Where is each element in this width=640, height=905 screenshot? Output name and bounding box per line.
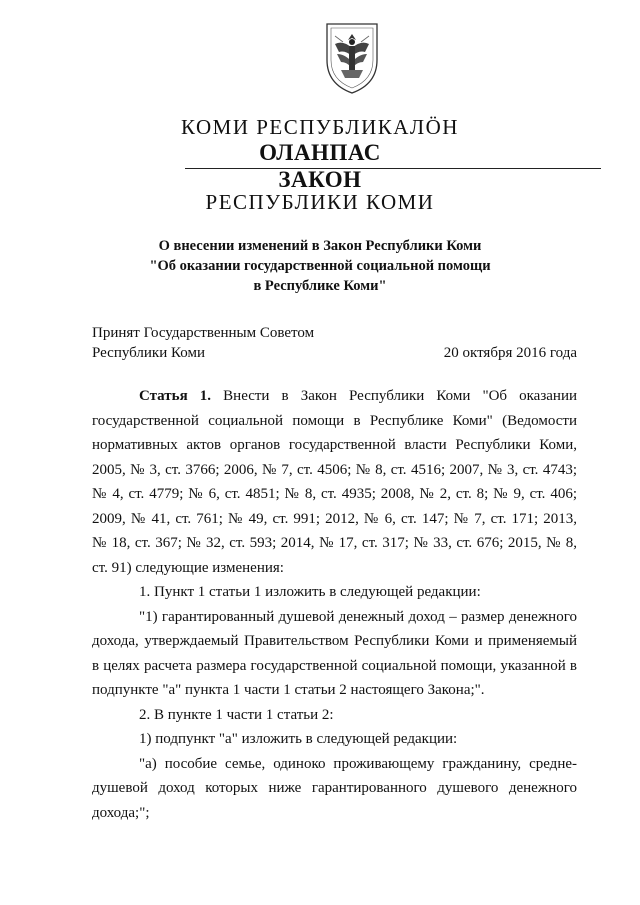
item-2-1-heading: 1) подпункт "а" изложить в следующей редакции:: [139, 731, 458, 747]
item-2-1-text-line: душевой доход которых ниже гарантированного душевого денежного: [92, 780, 577, 796]
article-line: государственной социальной помощи в Республике Коми" (Ведомости: [92, 412, 577, 429]
item-1-heading: 1. Пункт 1 статьи 1 изложить в следующей редакции:: [139, 584, 481, 600]
item-1-text-line: подпункте "а" пункта 1 части 1 статьи 2 настоящего Закона;".: [92, 682, 485, 698]
article-line: нормативных актов органов государственной власти Республики Коми,: [92, 437, 577, 453]
article-body: [92, 384, 577, 825]
law-title-line: О внесении изменений в Закон Республики Коми: [158, 238, 482, 254]
header-republic-komi: КОМИ РЕСПУБЛИКАЛӦН: [181, 115, 459, 139]
item-2-1-text-line: "а) пособие семье, одиноко проживающему гражданину, средне-: [139, 755, 577, 772]
article-line: № 4, ст. 4779; № 6, ст. 4851; № 8, ст. 4935; 2008, № 2, ст. 8; № 9, ст. 406;: [92, 486, 577, 502]
law-title-line: "Об оказании государственной социальной помощи: [149, 258, 491, 274]
law-title-line: в Республике Коми": [253, 278, 387, 294]
article-label: Статья 1.: [139, 388, 212, 404]
adoption-line: Принят Государственным Советом: [92, 325, 315, 341]
article-line: 2009, № 41, ст. 761; № 49, ст. 991; 2012, № 6, ст. 147; № 7, ст. 171; 2013,: [92, 510, 577, 527]
header-zakon: ЗАКОН: [278, 167, 362, 192]
adoption-line: Республики Коми: [92, 345, 205, 361]
item-1-text-line: "1) гарантированный душевой денежный доход – размер денежного: [139, 608, 577, 625]
item-2-1-text-line: дохода;";: [92, 804, 150, 821]
item-2-heading: 2. В пункте 1 части 1 статьи 2:: [139, 706, 334, 723]
article-first-line: [92, 384, 577, 409]
header-republic-ru: РЕСПУБЛИКИ КОМИ: [205, 190, 435, 214]
coat-of-arms-emblem: [323, 20, 381, 96]
header-olanpas: ОЛАНПАС: [259, 140, 381, 165]
article-line: № 18, ст. 367; № 32, ст. 593; 2014, № 17, ст. 317; № 33, ст. 676; 2015, № 8,: [92, 535, 577, 551]
article-line: ст. 91) следующие изменения:: [92, 559, 284, 576]
article-text: Внести в Закон Республики Коми "Об оказании: [223, 388, 577, 404]
item-1-text-line: дохода, утверждаемый Правительством Республики Коми и применяемый: [92, 633, 577, 649]
article-line: 2005, № 3, ст. 3766; 2006, № 7, ст. 4506; № 8, ст. 4516; 2007, № 3, ст. 4743;: [92, 461, 577, 478]
adoption-statement: [92, 323, 314, 363]
adoption-date: 20 октября 2016 года: [443, 345, 577, 361]
item-1-text-line: в целях расчета размера государственной социальной помощи, указанной в: [92, 657, 577, 674]
law-title: [0, 236, 640, 296]
